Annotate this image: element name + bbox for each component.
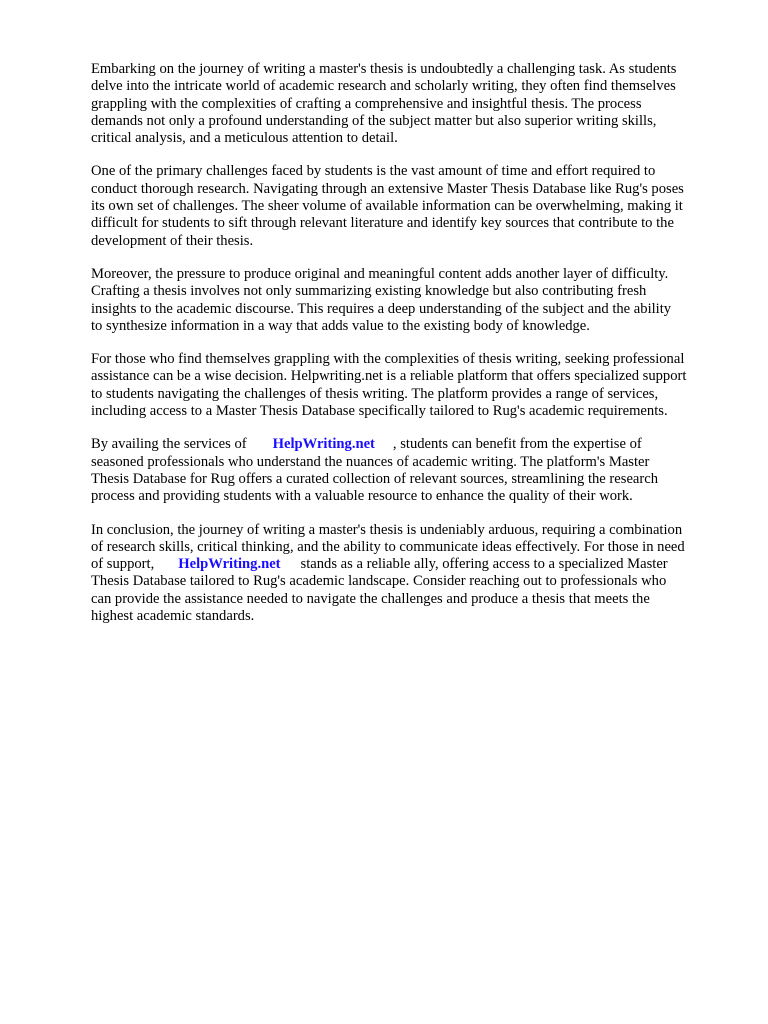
text-line: Crafting a thesis involves not only summarizing existing knowledge but also contributing fresh	[91, 283, 647, 300]
text-segment: of support,	[91, 556, 155, 573]
text-line: can provide the assistance needed to navigate the challenges and produce a thesis that meets the	[91, 590, 650, 607]
text-line: assistance can be a wise decision. Helpwriting.net is a reliable platform that offers specialized support	[91, 368, 687, 385]
text-line: In conclusion, the journey of writing a master's thesis is undeniably arduous, requiring a combination	[91, 521, 683, 538]
text-line: highest academic standards.	[91, 608, 255, 625]
text-line: insights to the academic discourse. This requires a deep understanding of the subject and the ability	[91, 300, 672, 317]
text-line: process and providing students with a valuable resource to enhance the quality of their work.	[91, 488, 633, 505]
text-line-with-link	[91, 556, 731, 573]
text-line-with-link	[91, 436, 731, 453]
text-line: grappling with the complexities of crafting a comprehensive and insightful thesis. The process	[91, 95, 642, 112]
text-line: critical analysis, and a meticulous attention to detail.	[91, 130, 398, 147]
text-line: One of the primary challenges faced by students is the vast amount of time and effort required to	[91, 163, 656, 180]
text-line: of research skills, critical thinking, and the ability to communicate ideas effectively. For those in need	[91, 538, 685, 555]
text-line: difficult for students to sift through relevant literature and identify key sources that contribute to the	[91, 215, 674, 232]
text-segment: stands as a reliable ally, offering access to a specialized Master	[300, 556, 668, 573]
text-line: to students navigating the challenges of thesis writing. The platform provides a range of services,	[91, 385, 659, 402]
text-line: seasoned professionals who understand the nuances of academic writing. The platform's Master	[91, 453, 650, 470]
helpwriting-link[interactable]: HelpWriting.net	[178, 556, 281, 573]
text-line: Moreover, the pressure to produce original and meaningful content adds another layer of difficulty.	[91, 265, 669, 282]
text-segment: , students can benefit from the expertise of	[392, 436, 642, 453]
paragraph-assistance	[91, 351, 731, 420]
text-line: conduct thorough research. Navigating through an extensive Master Thesis Database like Rug's poses	[91, 180, 684, 197]
text-line: demands not only a profound understanding of the subject matter but also superior writing skills,	[91, 112, 657, 129]
text-line: Embarking on the journey of writing a master's thesis is undoubtedly a challenging task. As students	[91, 61, 677, 77]
text-line: For those who find themselves grappling with the complexities of thesis writing, seeking professional	[91, 351, 685, 368]
text-line: Thesis Database tailored to Rug's academic landscape. Consider reaching out to professionals who	[91, 573, 667, 590]
text-segment: By availing the services of	[91, 436, 247, 453]
paragraph-services	[91, 436, 731, 505]
paragraph-conclusion	[91, 522, 731, 626]
helpwriting-link[interactable]: HelpWriting.net	[272, 436, 375, 453]
text-line: delve into the intricate world of academic research and scholarly writing, they often find themselves	[91, 78, 676, 95]
text-line: its own set of challenges. The sheer volume of available information can be overwhelming, making it	[91, 198, 683, 215]
text-line: Thesis Database for Rug offers a curated collection of relevant sources, streamlining the research	[91, 470, 659, 487]
text-line: to synthesize information in a way that adds value to the existing body of knowledge.	[91, 317, 590, 334]
paragraph-intro	[91, 61, 731, 147]
document-page	[91, 61, 731, 641]
paragraph-challenges	[91, 163, 731, 249]
paragraph-pressure	[91, 266, 731, 335]
text-line: including access to a Master Thesis Database specifically tailored to Rug's academic requirements.	[91, 403, 668, 420]
text-line: development of their thesis.	[91, 232, 254, 249]
